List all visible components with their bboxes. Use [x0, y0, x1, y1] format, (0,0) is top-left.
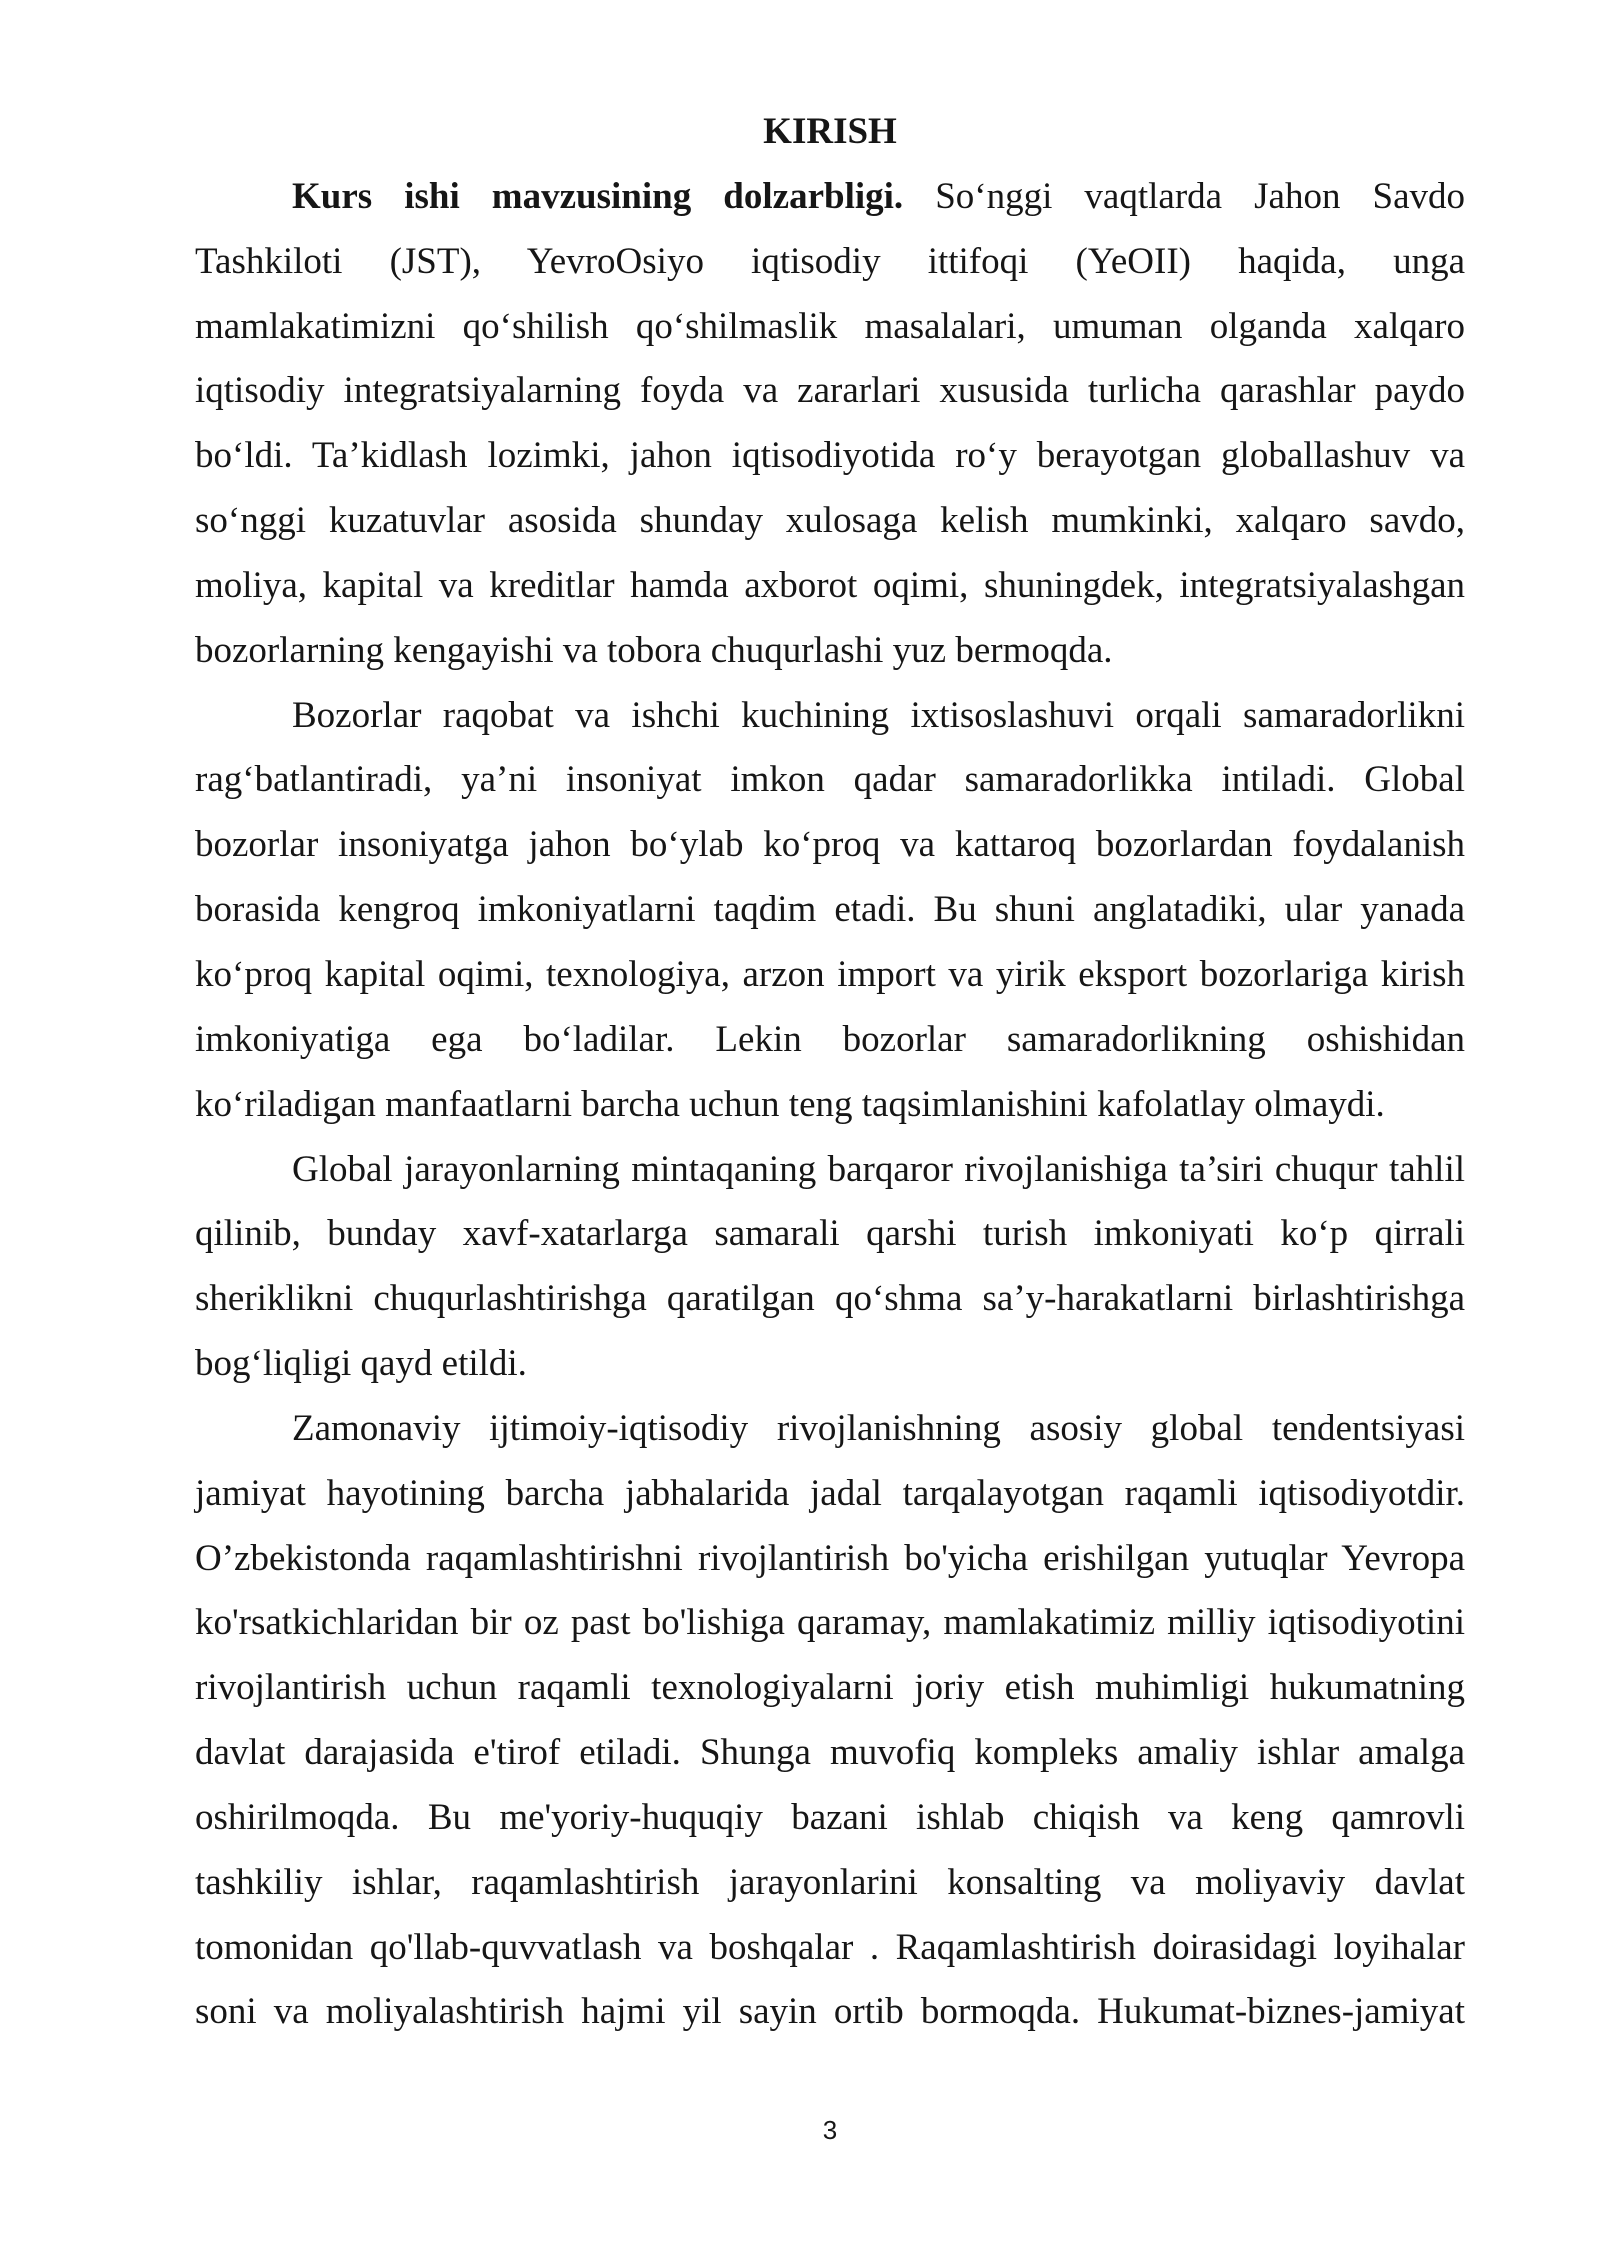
paragraph-line: bog‘liqligi qayd etildi. — [195, 1343, 527, 1385]
page-number: 3 — [822, 2115, 838, 2145]
paragraph-line: imkoniyatiga ega bo‘ladilar. Lekin bozorlar samaradorlikning oshishidan — [195, 1018, 1465, 1060]
paragraph — [195, 1138, 1465, 1397]
paragraph-line: iqtisodiy integratsiyalarning foyda va zararlari xususida turlicha qarashlar paydo — [195, 370, 1465, 412]
paragraph-line: bo‘ldi. Ta’kidlash lozimki, jahon iqtisodiyotida ro‘y berayotgan globallashuv va — [195, 435, 1465, 477]
paragraph — [195, 165, 1465, 684]
paragraph-line: moliya, kapital va kreditlar hamda axborot oqimi, shuningdek, integratsiyalashgan — [195, 564, 1465, 606]
page-title: KIRISH — [763, 111, 897, 152]
paragraph-line: tashkiliy ishlar, raqamlashtirish jarayonlarini konsalting va moliyaviy davlat — [195, 1861, 1465, 1903]
paragraph-line: bozorlar insoniyatga jahon bo‘ylab ko‘proq va kattaroq bozorlardan foydalanish — [195, 824, 1465, 866]
paragraph — [195, 1397, 1465, 2045]
paragraph-line: jamiyat hayotining barcha jabhalarida jadal tarqalayotgan raqamli iqtisodiyotdir. — [195, 1472, 1465, 1514]
paragraph-line: O’zbekistonda raqamlashtirishni rivojlantirish bo'yicha erishilgan yutuqlar Yevropa — [195, 1537, 1465, 1579]
paragraph-line — [195, 165, 1465, 230]
paragraph-lead-heading: Kurs ishi mavzusining dolzarbligi. — [292, 175, 904, 217]
paragraph-line: Bozorlar raqobat va ishchi kuchining ixtisoslashuvi orqali samaradorlikni — [292, 694, 1465, 736]
paragraph-line: qilinib, bunday xavf-xatarlarga samarali qarshi turish imkoniyati ko‘p qirrali — [195, 1213, 1465, 1255]
paragraph — [195, 684, 1465, 1138]
paragraph-line: ko'rsatkichlaridan bir oz past bo'lishiga qaramay, mamlakatimiz milliy iqtisodiyotini — [195, 1602, 1465, 1644]
paragraph-line: rivojlantirish uchun raqamli texnologiyalarni joriy etish muhimligi hukumatning — [195, 1667, 1465, 1709]
paragraph-line: ko‘riladigan manfaatlarni barcha uchun teng taqsimlanishini kafolatlay olmaydi. — [195, 1083, 1385, 1125]
paragraph-line: borasida kengroq imkoniyatlarni taqdim etadi. Bu shuni anglatadiki, ular yanada — [195, 889, 1465, 931]
paragraph-line: mamlakatimizni qo‘shilish qo‘shilmaslik masalalari, umuman olganda xalqaro — [195, 305, 1465, 347]
body-text — [195, 165, 1465, 2045]
paragraph-line: bozorlarning kengayishi va tobora chuqurlashi yuz bermoqda. — [195, 629, 1113, 671]
paragraph-line: rag‘batlantiradi, ya’ni insoniyat imkon qadar samaradorlikka intiladi. Global — [195, 759, 1465, 801]
paragraph-line: oshirilmoqda. Bu me'yoriy-huquqiy bazani ishlab chiqish va keng qamrovli — [195, 1796, 1465, 1838]
paragraph-line: Tashkiloti (JST), YevroOsiyo iqtisodiy ittifoqi (YeOII) haqida, unga — [195, 240, 1465, 282]
paragraph-line: so‘nggi kuzatuvlar asosida shunday xulosaga kelish mumkinki, xalqaro savdo, — [195, 500, 1465, 542]
paragraph-line: soni va moliyalashtirish hajmi yil sayin ortib bormoqda. Hukumat-biznes-jamiyat — [195, 1991, 1465, 2033]
paragraph-line: ko‘proq kapital oqimi, texnologiya, arzon import va yirik eksport bozorlariga kirish — [195, 953, 1465, 995]
paragraph-line: davlat darajasida e'tirof etiladi. Shunga muvofiq kompleks amaliy ishlar amalga — [195, 1732, 1465, 1774]
paragraph-line: Zamonaviy ijtimoiy-iqtisodiy rivojlanishning asosiy global tendentsiyasi — [292, 1407, 1465, 1449]
line-text: So‘nggi vaqtlarda Jahon Savdo — [935, 175, 1465, 217]
paragraph-line: Global jarayonlarning mintaqaning barqaror rivojlanishiga ta’siri chuqur tahlil — [292, 1148, 1465, 1190]
paragraph-line: tomonidan qo'llab-quvvatlash va boshqalar . Raqamlashtirish doirasidagi loyihalar — [195, 1926, 1465, 1968]
page-content — [195, 100, 1465, 2045]
paragraph-line: sheriklikni chuqurlashtirishga qaratilgan qo‘shma sa’y-harakatlarni birlashtirishga — [195, 1278, 1465, 1320]
